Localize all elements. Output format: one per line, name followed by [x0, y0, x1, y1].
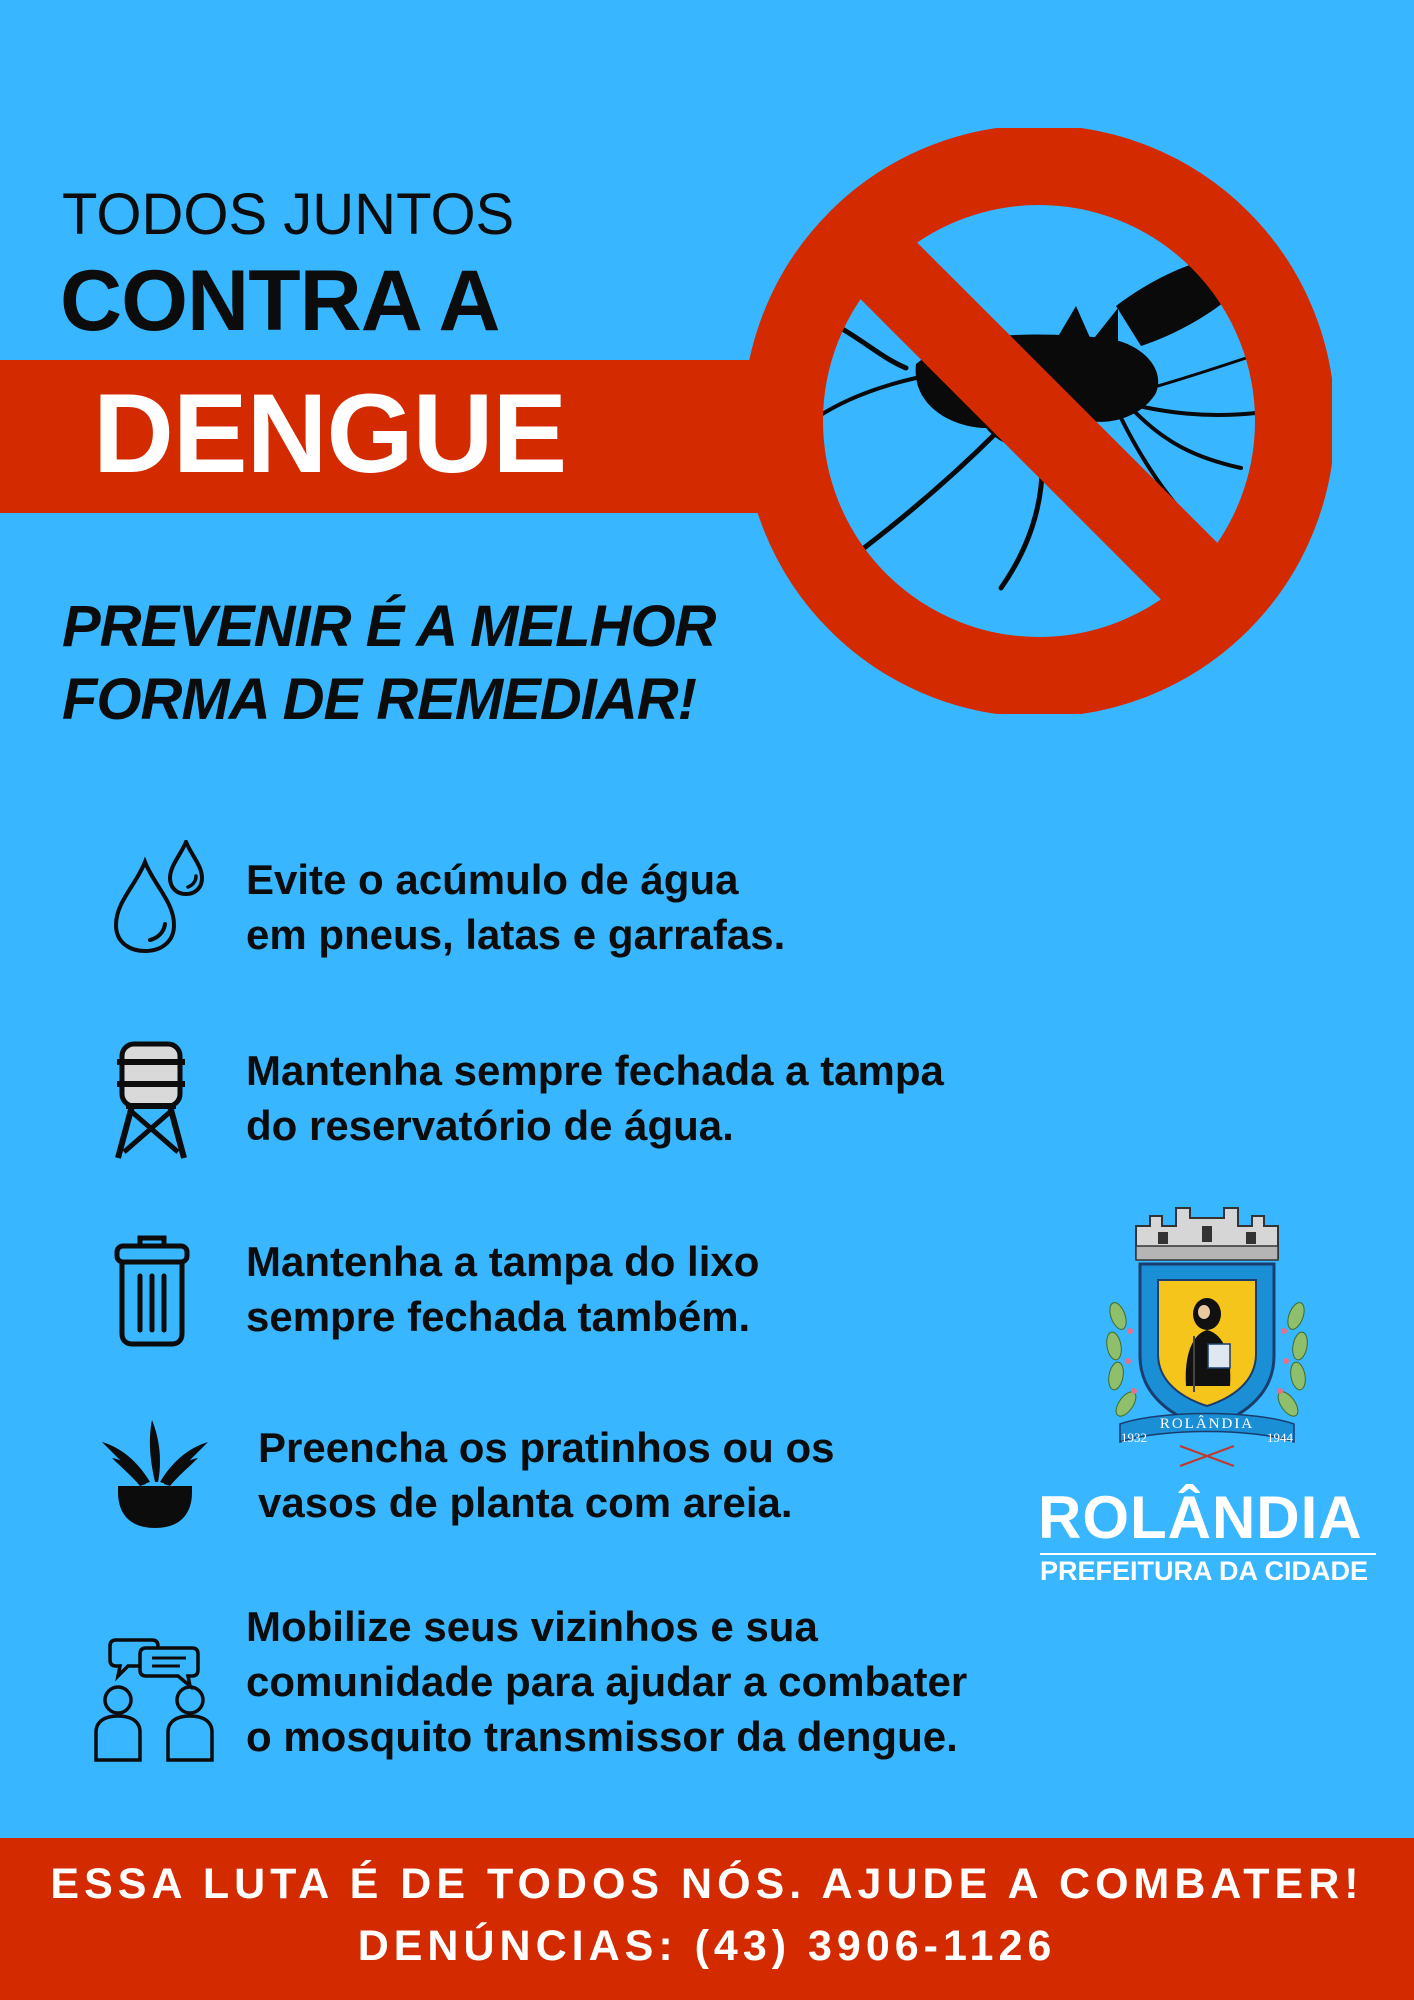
water-tank-icon — [112, 1040, 190, 1162]
tip-5-line-1: Mobilize seus vizinhos e sua — [246, 1603, 818, 1650]
title-dengue: DENGUE — [93, 371, 567, 496]
tip-4-line-1: Preencha os pratinhos ou os — [258, 1424, 835, 1471]
tip-3-line-2: sempre fechada também. — [246, 1293, 751, 1340]
tip-1 — [246, 852, 785, 962]
slogan-line-1: PREVENIR É A MELHOR — [62, 594, 716, 659]
footer-banner — [0, 1838, 1414, 2000]
tip-2-line-2: do reservatório de água. — [246, 1102, 734, 1149]
tip-1-line-2: em pneus, latas e garrafas. — [246, 911, 786, 958]
tip-3 — [246, 1234, 759, 1344]
tip-5-line-2: comunidade para ajudar a combater — [246, 1658, 968, 1705]
tip-4-line-2: vasos de planta com areia. — [258, 1479, 793, 1526]
tip-4 — [258, 1420, 834, 1530]
footer-slogan: ESSA LUTA É DE TODOS NÓS. AJUDE A COMBATER! — [50, 1860, 1364, 1908]
community-chat-icon — [92, 1636, 216, 1762]
potted-plant-icon — [100, 1420, 210, 1530]
tip-5 — [246, 1599, 967, 1764]
crest-year-right: 1944 — [1267, 1430, 1293, 1445]
no-mosquito-icon — [746, 128, 1332, 714]
crest-year-left: 1932 — [1121, 1430, 1147, 1445]
water-drops-icon — [110, 840, 205, 955]
title-line-2: CONTRA A — [60, 253, 500, 349]
title-line-1: TODOS JUNTOS — [62, 182, 515, 247]
tip-5-line-3: o mosquito transmissor da dengue. — [246, 1713, 958, 1760]
tip-1-line-1: Evite o acúmulo de água — [246, 856, 739, 903]
slogan — [62, 590, 715, 736]
crest-banner-text: ROLÂNDIA — [1159, 1416, 1255, 1432]
footer-phone: DENÚNCIAS: (43) 3906-1126 — [357, 1922, 1057, 1970]
brand-name: ROLÂNDIA — [1038, 1484, 1363, 1551]
slogan-line-2: FORMA DE REMEDIAR! — [62, 667, 696, 732]
city-crest-logo — [1100, 1196, 1314, 1468]
tip-2 — [246, 1043, 944, 1153]
brand-subtitle: PREFEITURA DA CIDADE — [1040, 1553, 1376, 1585]
tip-3-line-1: Mantenha a tampa do lixo — [246, 1238, 760, 1285]
trash-can-icon — [114, 1234, 190, 1348]
tip-2-line-1: Mantenha sempre fechada a tampa — [246, 1047, 944, 1094]
